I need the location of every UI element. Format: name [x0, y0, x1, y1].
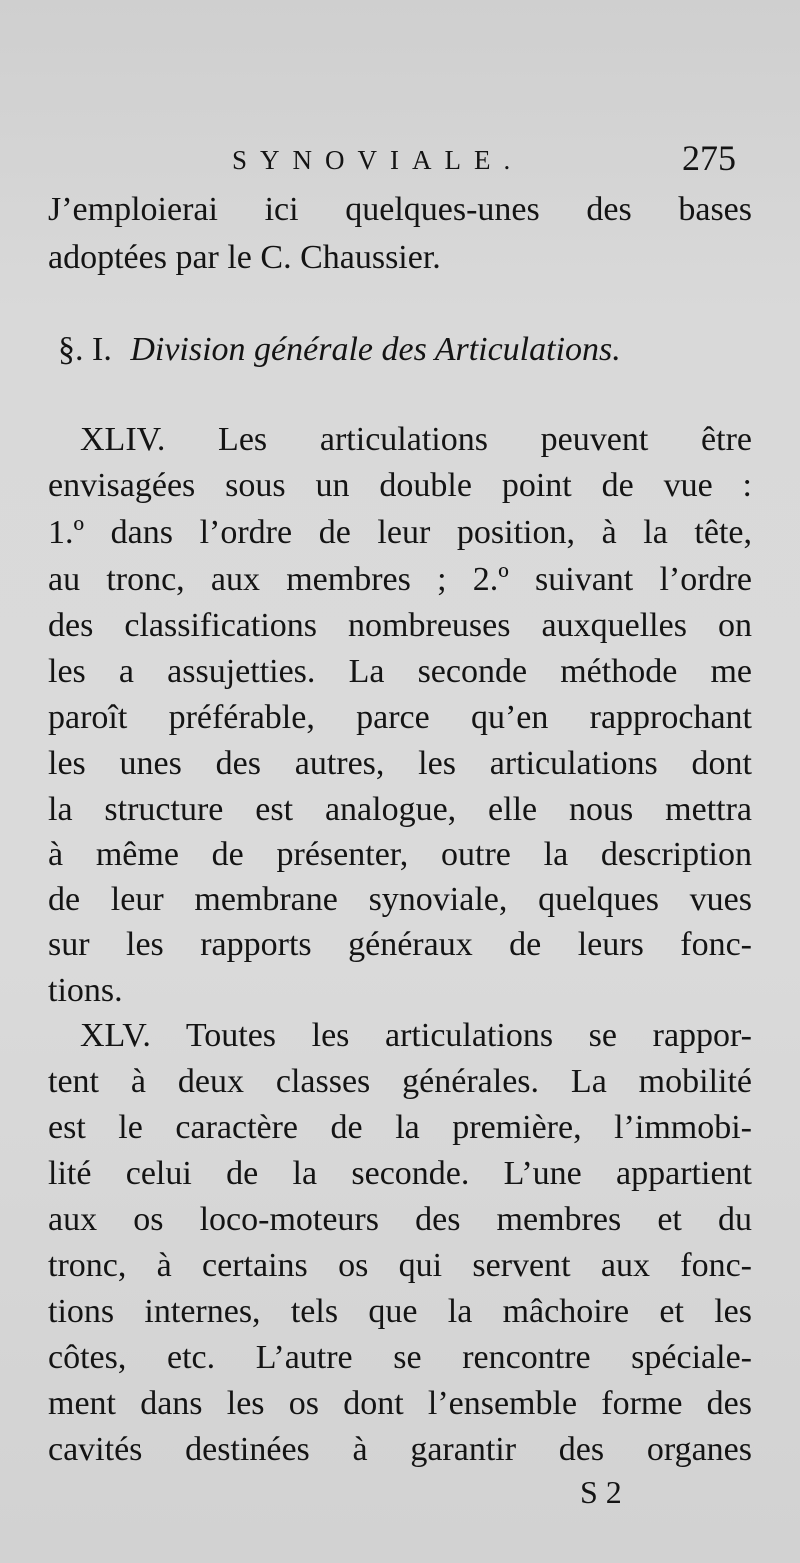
paragraph-start-line: XLIV. Les articulations peuvent être — [80, 421, 752, 458]
text-line: les a assujetties. La seconde méthode me — [48, 653, 752, 690]
text-line: envisagées sous un double point de vue : — [48, 467, 752, 504]
text-line: au tronc, aux membres ; 2.º suivant l’ordre — [48, 561, 752, 598]
page-header — [0, 140, 800, 180]
text-line: les unes des autres, les articulations dont — [48, 745, 752, 782]
text-line: à même de présenter, outre la description — [48, 836, 752, 873]
section-heading — [58, 326, 748, 374]
text-line: paroît préférable, parce qu’en rapprochant — [48, 699, 752, 736]
text-line: la structure est analogue, elle nous mettra — [48, 791, 752, 828]
text-line: tronc, à certains os qui servent aux fonc- — [48, 1247, 752, 1284]
text-line: des classifications nombreuses auxquelles on — [48, 607, 752, 644]
text-line: J’emploierai ici quelques-unes des bases — [48, 191, 752, 228]
running-title: SYNOVIALE. — [232, 145, 524, 175]
text-line: tent à deux classes générales. La mobilité — [48, 1063, 752, 1100]
paragraph-start-line: XLV. Toutes les articulations se rappor- — [80, 1017, 752, 1054]
text-line: est le caractère de la première, l’immobi- — [48, 1109, 752, 1146]
text-line: sur les rapports généraux de leurs fonc- — [48, 926, 752, 963]
section-title: Division générale des Articulations. — [130, 331, 621, 368]
text-line: ment dans les os dont l’ensemble forme des — [48, 1385, 752, 1422]
text-line: lité celui de la seconde. L’une appartient — [48, 1155, 752, 1192]
text-line: aux os loco-moteurs des membres et du — [48, 1201, 752, 1238]
text-line: de leur membrane synoviale, quelques vues — [48, 881, 752, 918]
text-line: tions internes, tels que la mâchoire et les — [48, 1293, 752, 1330]
text-line: adoptées par le C. Chaussier. — [48, 239, 441, 276]
text-line: tions. — [48, 972, 123, 1009]
signature-mark: S 2 — [580, 1474, 622, 1510]
text-line: cavités destinées à garantir des organes — [48, 1431, 752, 1468]
page-number: 275 — [682, 138, 736, 178]
text-line: 1.º dans l’ordre de leur position, à la tête, — [48, 514, 752, 551]
text-line: côtes, etc. L’autre se rencontre spéciale- — [48, 1339, 752, 1376]
section-number: §. I. — [58, 331, 112, 368]
